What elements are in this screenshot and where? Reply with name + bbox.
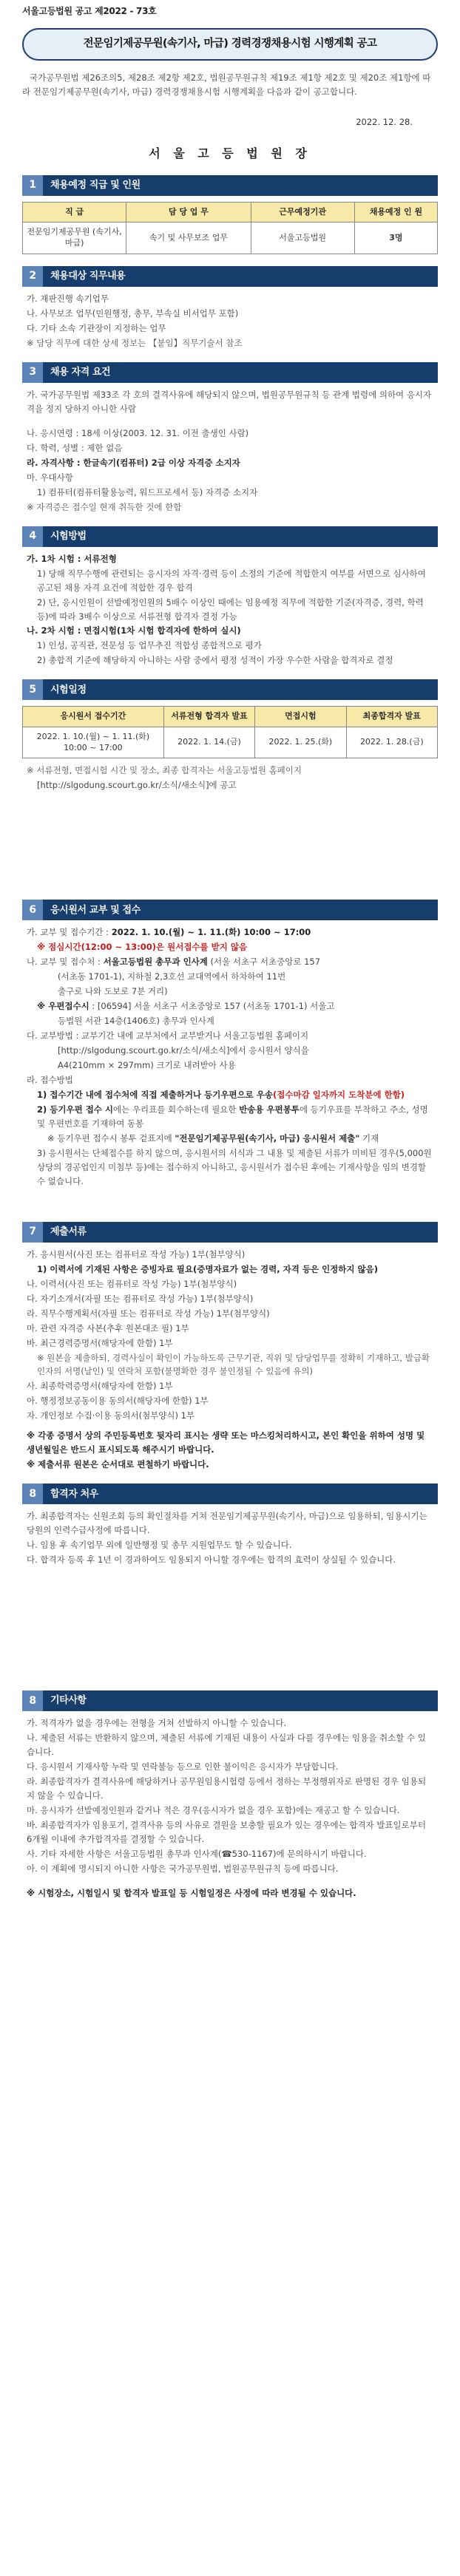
table-header: 근무예정기관 (251, 203, 354, 222)
table-cell: 3명 (354, 222, 437, 254)
list-item: 에는 우리표를 회수하는데 필요한 (113, 1104, 240, 1115)
table-cell: 전문임기제공무원 (속기사, 마급) (23, 222, 126, 254)
list-item: 자. 개인정보 수집·이용 동의서(첨부양식) 1부 (27, 1410, 195, 1421)
table-cell: 2022. 1. 14.(금) (163, 727, 254, 758)
list-item: 라. 직무수행계획서(자필 또는 컴퓨터로 작성 가능) 1부(첨부양식) (27, 1308, 270, 1319)
list-note: (접수마감 일자까지 도착분에 한함) (273, 1089, 405, 1100)
list-item: 나. 제출된 서류는 반환하지 않으며, 제출된 서류에 기재된 내용이 사실과 다를 경우에는 임용을 취소할 수 있습니다. (27, 1733, 426, 1758)
table-header: 최종합격자 발표 (346, 707, 437, 727)
list-item: 1) 당해 직무수행에 관련되는 응시자의 자격·경력 등이 소정의 기준에 적합한지 여부를 서면으로 심사하여 공고된 채용 자격 요건에 적합한 경우 합격 (37, 568, 426, 593)
section-6-body (22, 920, 438, 1188)
list-item: 가. 교부 및 접수기간 : (27, 927, 112, 938)
list-item: 아. 이 계획에 명시되지 아니한 사항은 국가공무원법, 법원공무원규칙 등에 따릅니다. (27, 1863, 339, 1874)
table-header: 응시원서 접수기간 (23, 707, 164, 727)
table-cell: 2022. 1. 10.(월) ~ 1. 11.(화) 10:00 ~ 17:00 (23, 727, 164, 758)
table-cell: 2022. 1. 25.(화) (255, 727, 346, 758)
list-item: 가. 최종합격자는 신원조회 등의 확인절차를 거쳐 전문임기제공무원(속기사, 마급)으로 임용하되, 임용시기는 당원의 인력수급사정에 따릅니다. (27, 1511, 427, 1536)
list-item: 나. 사무보조 업무(민원행정, 총무, 부속실 비서업무 포함) (27, 307, 239, 319)
homepage-link[interactable]: [http://slgodung.scourt.go.kr/소식/새소식]에 공고 (37, 780, 237, 791)
list-note: ※ 우편접수시 (37, 1001, 89, 1012)
list-item: 나. 임용 후 속기업무 외에 일반행정 및 총무 지원업무도 할 수 있습니다. (27, 1540, 292, 1551)
list-item: 가. 재판진행 속기업무 (27, 293, 109, 304)
list-item: 2) 총합적 기준에 해당하지 아니하는 사람 중에서 평정 성적이 가장 우수한 사람을 합격자로 결정 (37, 655, 393, 666)
section-8-body (22, 1504, 438, 1567)
section-5-title: 시험일정 (50, 684, 87, 696)
list-note: ※ 원본을 제출하되, 경력사실이 확인이 가능하도록 근무기관, 직위 및 담당업무를 정확히 기재하고, 발급확인자의 서명(날인) 및 연락처 포함(불명확한 경우 불인정될 수 있음에 유의) (37, 1352, 430, 1377)
notice-issuer: 서 울 고 등 법 원 장 (149, 146, 311, 160)
section-8-header (22, 1484, 438, 1504)
list-item: 등법원 서관 14층(1406호) 총무과 인사계 (58, 1016, 214, 1027)
warning-note: ※ 제출서류 원본은 순서대로 편철하기 바랍니다. (27, 1459, 209, 1470)
table-cell: 2022. 1. 28.(금) (346, 727, 437, 758)
list-item: 아. 행정정보공동이용 동의서(해당자에 한함) 1부 (27, 1396, 209, 1407)
list-item: 3) 응시원서는 단체접수를 하지 않으며, 응시원서의 서식과 그 내용 및 제출된 서류가 미비된 경우(5,000원 상당의 경공업인지 미첨부 등)에는 접수하지 아니하고, 응시원서가 접수된 후에는 기재사항을 임의 변경할 수 없습니다. (37, 1147, 432, 1186)
list-item: 가. 국가공무원법 제33조 각 호의 결격사유에 해당되지 않으며, 법원공무원규칙 등 관계 법령에 의하여 응시자격을 정지 당하지 아니한 사람 (27, 389, 432, 414)
list-item: (서울 서초구 서초중앙로 157 (207, 956, 321, 968)
list-item: 가. 적격자가 없을 경우에는 전형을 거쳐 선발하지 아니할 수 있습니다. (27, 1718, 287, 1729)
table-header: 서류전형 합격자 발표 (163, 707, 254, 727)
list-item: 나. 응시연령 : 18세 이상(2003. 12. 31. 이전 출생인 사람) (27, 427, 249, 438)
section-9-title: 기타사항 (50, 1695, 87, 1707)
section-7-number: 7 (22, 1222, 43, 1243)
list-item: A4(210mm × 297mm) 크기로 내려받아 사용 (58, 1060, 236, 1071)
section-9-header (22, 1690, 438, 1711)
table-header: 채용예정 인 원 (354, 203, 437, 222)
list-item: 반송용 우편봉투 (239, 1104, 300, 1115)
list-item: 에 등기우표를 부착하고 주소, 성명 및 우편번호를 기재하여 동봉 (37, 1104, 428, 1129)
list-item: 마. 응시자가 선발예정인원과 같거나 적은 경우(응시자가 없을 경우 포함)에는 재공고 할 수 있습니다. (27, 1804, 400, 1815)
final-warning-note: ※ 시험장소, 시험일시 및 합격자 발표일 등 시험일정은 사정에 따라 변경될 수 있습니다. (27, 1887, 356, 1898)
section-9-number: 8 (22, 1690, 43, 1711)
section-2-header (22, 266, 438, 287)
list-item: 라. 접수방법 (27, 1074, 73, 1085)
section-6-header (22, 900, 438, 920)
list-item: 라. 최종합격자가 결격사유에 해당하거나 공무원임용시험령 등에서 정하는 부정행위자로 판명된 경우 임용되지 않을 수 있습니다. (27, 1776, 427, 1801)
list-note: ※ 서류전형, 면접시험 시간 및 장소, 최종 합격자는 서울고등법원 홈페이지 (27, 765, 302, 776)
table-header: 면접시험 (255, 707, 346, 727)
list-item: 다. 기타 소속 기관장이 지정하는 업무 (27, 322, 166, 333)
list-item: 가. 응시원서(사진 또는 컴퓨터로 작성 가능) 1부(첨부양식) (27, 1248, 246, 1260)
section-2-body (22, 287, 438, 350)
section-9-body (22, 1711, 438, 1900)
list-item: 바. 최종합격자가 임용포기, 결격사유 등의 사유로 결원을 보충할 필요가 있는 경우에는 합격자 발표일로부터 6개월 이내에 추가합격자를 결정할 수 있습니다. (27, 1819, 426, 1844)
list-item: 나. 교부 및 접수처 : (27, 956, 104, 968)
list-note: "전문임기제공무원(속기사, 마급) 응시원서 제출" (175, 1132, 360, 1143)
list-item: 2) 등기우편 접수 시 (37, 1104, 114, 1115)
section-7-body (22, 1243, 438, 1472)
list-item: 다. 자기소개서(자필 또는 컴퓨터로 작성 가능) 1부(첨부양식) (27, 1293, 254, 1304)
table-header: 담 당 업 무 (126, 203, 251, 222)
homepage-link[interactable]: [http://slgodung.scourt.go.kr/소식/새소식]에서 응시원서 양식을 (58, 1045, 309, 1056)
list-item: 2) 단, 응시인원이 선발예정인원의 5배수 이상인 때에는 임용예정 직무에 적합한 기준(자격증, 경력, 학력 등)에 따라 3배수 이상으로 서류전형 합격자 결정 가능 (37, 597, 424, 622)
list-item: 라. 자격사항 : 한글속기(컴퓨터) 2급 이상 자격증 소지자 (27, 457, 240, 468)
list-item: 다. 교부방법 : 교부기간 내에 교부처에서 교부받거나 서울고등법원 홈페이지 (27, 1030, 309, 1041)
table-cell: 속기 및 사무보조 업무 (126, 222, 251, 254)
section-7-title: 제출서류 (50, 1226, 87, 1238)
list-note: ※ 점심시간(12:00 ~ 13:00)은 원서접수를 받지 않음 (37, 942, 248, 953)
warning-note: ※ 각종 증명서 상의 주민등록번호 뒷자리 표시는 생략 또는 마스킹처리하시고, 본인 확인을 위하여 성명 및 생년월일은 반드시 표시되도록 해주시기 바랍니다. (27, 1430, 425, 1455)
section-2-number: 2 (22, 266, 43, 287)
section-3-title: 채용 자격 요건 (50, 367, 111, 378)
list-item: 마. 우대사항 (27, 472, 73, 483)
section-6-title: 응시원서 교부 및 접수 (50, 904, 141, 916)
section-3-number: 3 (22, 362, 43, 383)
list-note: ※ 담당 직무에 대한 상세 정보는 【붙임】직무기술서 참조 (27, 337, 243, 348)
list-item: (서초동 1701-1), 지하철 2,3호선 교대역에서 하차하여 11번 (58, 971, 286, 982)
list-item: 사. 기타 자세한 사항은 서울고등법원 총무과 인사계(☎530-1167)에 문의하시기 바랍니다. (27, 1848, 367, 1859)
list-item: : [06594] 서울 서초구 서초중앙로 157 (서초동 1701-1) 서울고 (89, 1001, 335, 1012)
list-item: 바. 최근경력증명서(해당자에 한함) 1부 (27, 1337, 173, 1348)
section-6-number: 6 (22, 900, 43, 920)
submission-period: 2022. 1. 10.(월) ~ 1. 11.(화) 10:00 ~ 17:00 (111, 927, 311, 938)
section-5-header (22, 679, 438, 700)
list-item: 출구로 나와 도보로 7분 거리) (58, 986, 168, 997)
list-item: 1) 컴퓨터(컴퓨터활용능력, 워드프로세서 등) 자격증 소지자 (37, 486, 258, 497)
list-item: 사. 최종학력증명서(해당자에 한함) 1부 (27, 1381, 173, 1392)
list-item: 가. 1차 시험 : 서류전형 (27, 553, 117, 564)
section-1-number: 1 (22, 175, 43, 196)
list-item: 나. 이력서(사진 또는 컴퓨터로 작성 가능) 1부(첨부양식) (27, 1278, 237, 1289)
section-2-title: 채용대상 직무내용 (50, 271, 126, 282)
list-item: 마. 관련 자격증 사본(추후 원본대조 필) 1부 (27, 1322, 189, 1333)
section-5-notes (22, 758, 438, 792)
notice-reference: 서울고등법원 공고 제2022 - 73호 (22, 6, 157, 16)
section-3-header (22, 362, 438, 383)
schedule-table (22, 706, 438, 758)
section-4-number: 4 (22, 526, 43, 547)
list-note: ※ 등기우편 접수시 봉투 겉표지에 (47, 1132, 175, 1143)
recruitment-table (22, 202, 438, 254)
section-5-number: 5 (22, 679, 43, 700)
notice-intro: 국가공무원법 제26조의5, 제28조 제2항 제2호, 법원공무원규칙 제19조 제1항 제2호 및 제20조 제1항에 따라 전문임기제공무원(속기사, 마급) 경력경쟁채용시험 시행계획을 다음과 같이 공고합니다. (22, 72, 431, 97)
list-item: 다. 응시원서 기재사항 누락 및 연락불능 등으로 인한 불이익은 응시자가 부담합니다. (27, 1761, 339, 1773)
table-cell: 서울고등법원 (251, 222, 354, 254)
list-note: ※ 자격증은 접수일 현재 취득한 것에 한함 (27, 501, 182, 512)
notice-date: 2022. 12. 28. (356, 116, 413, 127)
list-item: 1) 접수기간 내에 접수처에 직접 제출하거나 등기우편으로 우송 (37, 1089, 274, 1100)
section-3-body (22, 383, 438, 514)
section-4-body (22, 547, 438, 668)
notice-title: 전문임기제공무원(속기사, 마급) 경력경쟁채용시험 시행계획 공고 (22, 28, 438, 61)
section-1-title: 채용예정 직급 및 인원 (50, 180, 141, 191)
section-1-header (22, 175, 438, 196)
section-7-header (22, 1222, 438, 1243)
list-item: 나. 2차 시험 : 면접시험(1차 시험 합격자에 한하여 실시) (27, 625, 241, 636)
list-note: 기재 (359, 1132, 379, 1143)
list-item: 1) 이력서에 기재된 사항은 증빙자료 필요(증명자료가 없는 경력, 자격 등은 인정하지 않음) (37, 1263, 378, 1274)
submission-office: 서울고등법원 총무과 인사계 (103, 956, 208, 968)
section-8-number: 8 (22, 1484, 43, 1504)
list-item: 다. 합격자 등록 후 1년 이 경과하여도 임용되지 아니할 경우에는 합격의 효력이 상실될 수 있습니다. (27, 1554, 396, 1566)
section-8-title: 합격자 처우 (50, 1488, 98, 1500)
section-4-title: 시험방법 (50, 530, 87, 542)
list-item: 다. 학력, 성별 : 제한 없음 (27, 442, 123, 453)
section-4-header (22, 526, 438, 547)
table-header: 직 급 (23, 203, 126, 222)
list-item: 1) 인성, 공직관, 전문성 등 업무추진 적합성 종합적으로 평가 (37, 640, 262, 651)
